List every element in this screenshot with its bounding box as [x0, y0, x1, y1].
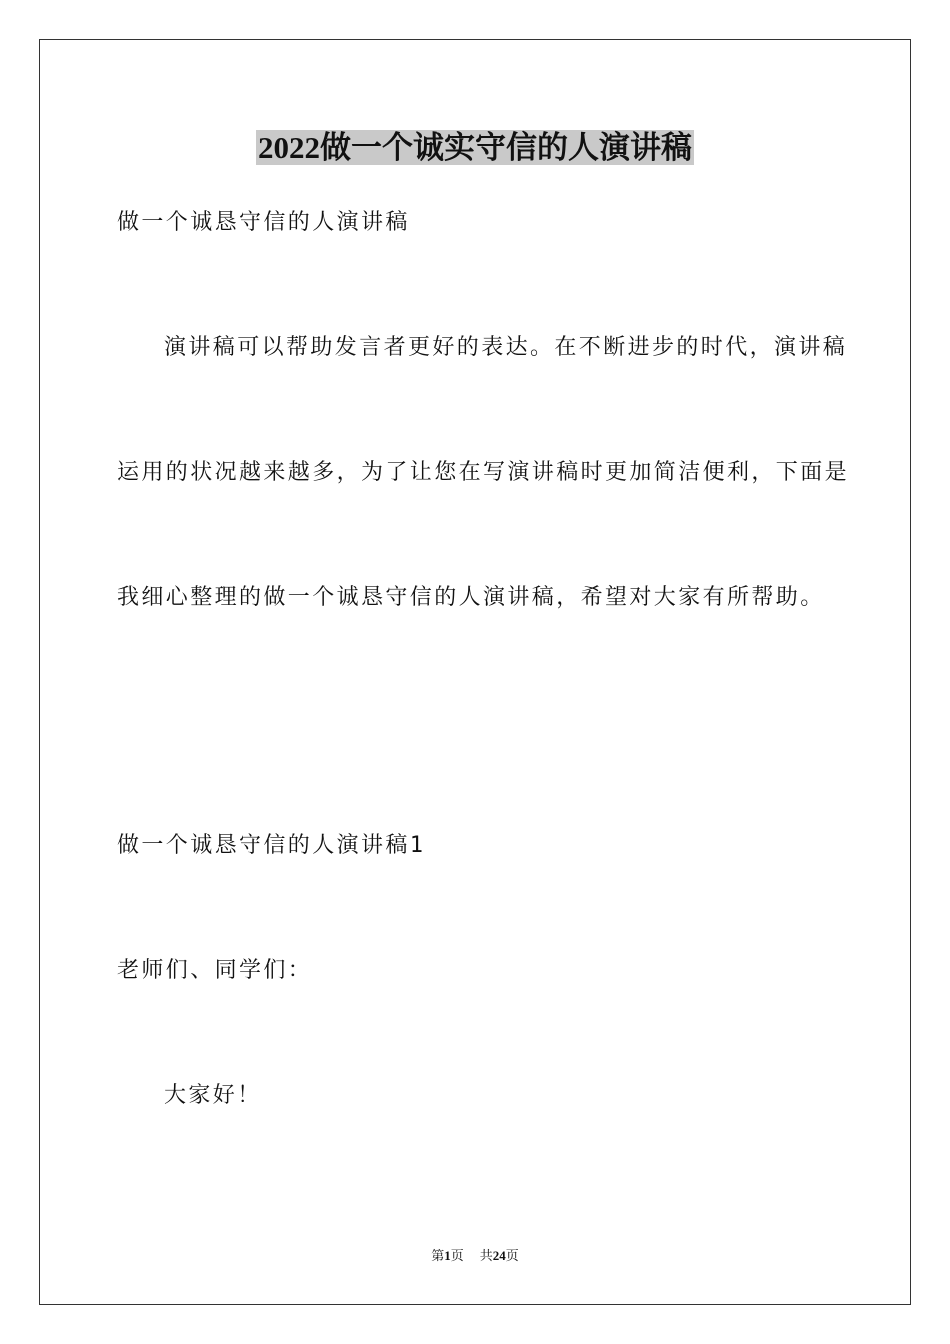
paragraph-line-2: 运用的状况越来越多，为了让您在写演讲稿时更加简洁便利，下面是: [117, 460, 850, 485]
greeting-line: 大家好！: [164, 1083, 262, 1108]
document-title: [0, 126, 950, 170]
subtitle-line: 做一个诚恳守信的人演讲稿: [117, 210, 410, 235]
footer-total-pages: 24: [492, 1248, 506, 1263]
document-title-text: 2022做一个诚实守信的人演讲稿: [258, 130, 692, 165]
page-footer: [0, 1247, 950, 1265]
footer-page-prefix: 第: [431, 1248, 445, 1263]
footer-page-number: 1: [444, 1248, 451, 1263]
paragraph-line-3: 我细心整理的做一个诚恳守信的人演讲稿，希望对大家有所帮助。: [117, 585, 825, 610]
footer-total-suffix: 页: [505, 1248, 519, 1263]
footer-total-prefix: 共: [479, 1248, 493, 1263]
salutation-line: 老师们、同学们：: [117, 958, 313, 983]
section-heading: 做一个诚恳守信的人演讲稿1: [117, 833, 426, 858]
paragraph-line-1: 演讲稿可以帮助发言者更好的表达。在不断进步的时代，演讲稿: [164, 335, 848, 360]
footer-page-suffix: 页: [450, 1248, 464, 1263]
